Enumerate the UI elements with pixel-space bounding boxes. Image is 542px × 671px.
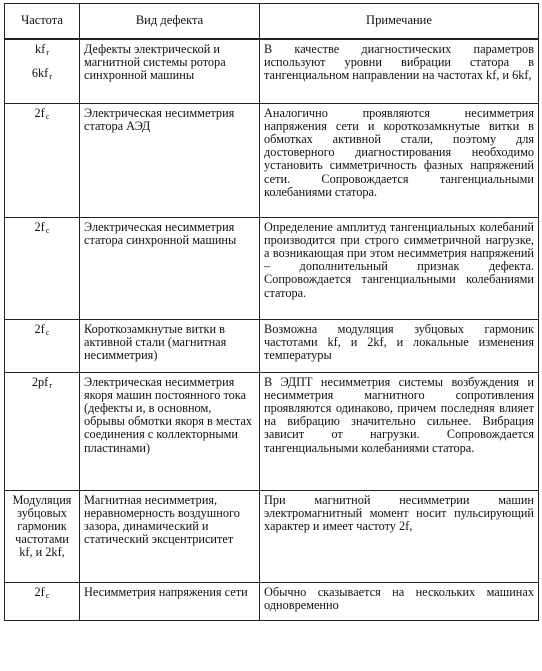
frequency-text: Модуляция зубцовых гармоник частотами kf, и 2kf, (12, 492, 72, 560)
frequency-cell (5, 39, 80, 103)
frequency-line (9, 107, 75, 123)
frequency-base: 2f (34, 321, 45, 336)
frequency-cell (5, 582, 80, 620)
defect-type-cell: Электрическая несимметрия статора синхронной машины (80, 217, 260, 319)
table-row (5, 490, 539, 582)
frequency-base: 2f (34, 105, 45, 120)
note-cell: В качестве диагностических параметров используют уровни вибрации статора в тангенциальном направлении на частотах kf, и 6kf, (260, 39, 539, 103)
note-cell: Аналогично проявляются несимметрия напряжения сети и короткозамкнутые витки в обмотках активной стали, поэтому для достоверного диагностирования необходимо установить симметричность фазных напряжений сети. Сопровождается тангенциальными колебаниями статора. (260, 103, 539, 217)
table-row (5, 582, 539, 620)
frequency-base: kf (34, 42, 46, 56)
frequency-subscript: c (45, 326, 50, 337)
defect-type-cell: Дефекты электрической и магнитной системы ротора синхронной машины (80, 39, 260, 103)
frequency-base: 6kf (31, 66, 49, 81)
frequency-subscript: r (46, 47, 50, 57)
frequency-base: 2f (34, 219, 45, 234)
table-row (5, 217, 539, 319)
defects-table (4, 3, 539, 621)
frequency-subscript: c (45, 110, 50, 121)
note-cell: Обычно сказывается на нескольких машинах одновременно (260, 582, 539, 620)
defect-type-cell: Короткозамкнутые витки в активной стали (магнитная несимметрия) (80, 319, 260, 372)
note-cell: Определение амплитуд тангенциальных колебаний производится при строго симметричной нагрузке, а возникающая при этом несимметрия напряжений – дополнительный признак дефекта. Сопровождается тангенциальными колебаниями статора. (260, 217, 539, 319)
frequency-subscript: c (45, 589, 50, 600)
defect-type-cell: Магнитная несимметрия, неравномерность воздушного зазора, динамический и статический эксцентриситет (80, 490, 260, 582)
table-header (5, 4, 539, 40)
frequency-cell (5, 490, 80, 582)
frequency-line (9, 43, 75, 59)
frequency-subscript: r (49, 71, 53, 82)
table-row (5, 103, 539, 217)
note-cell: При магнитной несимметрии машин электромагнитный момент носит пульсирующий характер и имеет частоту 2f, (260, 490, 539, 582)
table-row (5, 372, 539, 490)
frequency-subscript: c (45, 224, 50, 235)
frequency-cell (5, 217, 80, 319)
defect-type-cell: Электрическая несимметрия статора АЭД (80, 103, 260, 217)
frequency-cell (5, 372, 80, 490)
header-frequency: Частота (5, 4, 80, 40)
table-row (5, 39, 539, 103)
frequency-cell (5, 319, 80, 372)
note-cell: Возможна модуляция зубцовых гармоник частотами kf, и 2kf, и локальные изменения температуры (260, 319, 539, 372)
table-body (5, 39, 539, 620)
note-cell: В ЭДПТ несимметрия системы возбуждения и несимметрия магнитного сопротивления проявляются одинаково, причем последняя влияет на вибрацию значительно сильнее. Вибрация зависит от нагрузки. Сопровождается тангенциальными колебаниями статора. (260, 372, 539, 490)
frequency-base: 2f (34, 584, 45, 599)
header-row (5, 4, 539, 40)
header-defect-type: Вид дефекта (80, 4, 260, 40)
frequency-line (9, 586, 75, 602)
frequency-line (9, 67, 75, 83)
defect-type-cell: Электрическая несимметрия якоря машин постоянного тока (дефекты и, в основном, обрывы обмотки якоря в местах соединения с коллекторными пластинами) (80, 372, 260, 490)
frequency-line (9, 494, 75, 560)
frequency-line (9, 221, 75, 237)
frequency-base: 2pf (31, 374, 49, 389)
defect-type-cell: Несимметрия напряжения сети (80, 582, 260, 620)
table-row (5, 319, 539, 372)
header-note: Примечание (260, 4, 539, 40)
frequency-cell (5, 103, 80, 217)
frequency-line (9, 376, 75, 392)
frequency-subscript: r (49, 379, 53, 390)
frequency-line (9, 323, 75, 339)
